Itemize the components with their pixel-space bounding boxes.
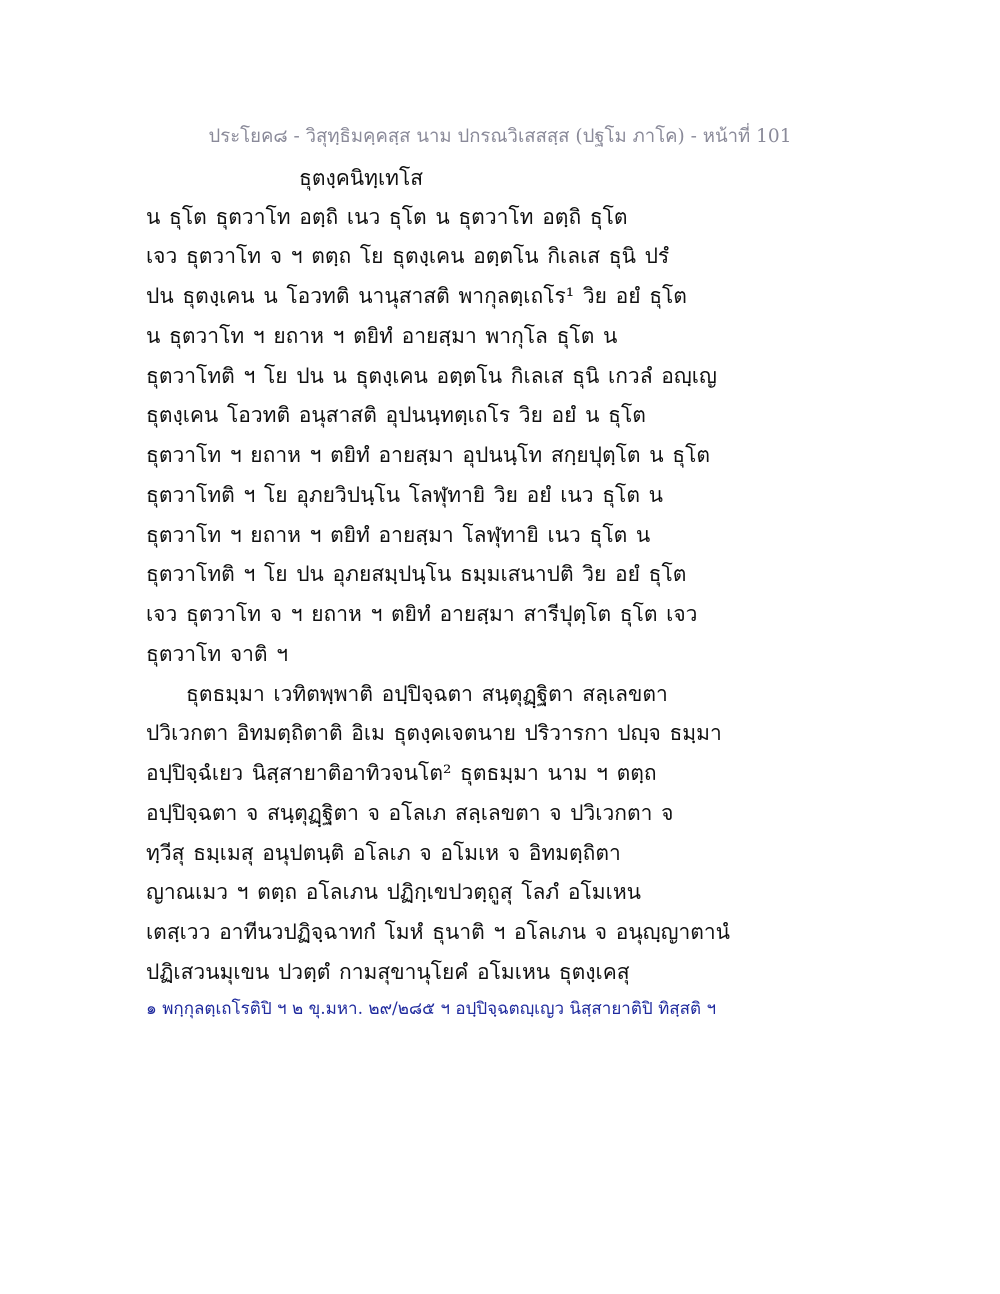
running-header: ประโยค๘ - วิสุทฺธิมคฺคสฺส นาม ปกรณวิเสสสฺส (ปฐโม ภาโค) - หน้าที่ 101 (208, 126, 792, 147)
body-line: ญาณเมว ฯ ตตฺถ อโลเภน ปฏิกฺเขปวตฺถูสุ โลภํ อโมเหน (146, 880, 642, 904)
paragraph-start-line: ธุตธมฺมา เวทิตพฺพาติ อปฺปิจฺฉตา สนฺตุฏฺฐิตา สลฺเลขตา (186, 682, 668, 706)
body-line: เจว ธุตวาโท จ ฯ ตตฺถ โย ธุตงฺเคน อตฺตโน กิเลเส ธุนิ ปรํ (146, 244, 670, 268)
body-line: ธุตวาโท ฯ ยถาห ฯ ตยิทํ อายสฺมา โลฬุทายิ เนว ธุโต น (146, 523, 651, 547)
footnote: ๑ พกฺกุลตฺเถโรติปิ ฯ ๒ ขุ.มหา. ๒๙/๒๘๕ ฯ อปฺปิจฺฉตญฺเญว นิสฺสายาติปิ ทิสฺสติ ฯ (146, 999, 717, 1019)
section-title: ธุตงฺคนิทฺเทโส (299, 166, 424, 190)
body-line: ธุตวาโท ฯ ยถาห ฯ ตยิทํ อายสฺมา อุปนนฺโท สกฺยปุตฺโต น ธุโต (146, 443, 711, 467)
body-line: น ธุตวาโท ฯ ยถาห ฯ ตยิทํ อายสฺมา พากุโล ธุโต น (146, 324, 618, 348)
body-line: ทฺวีสุ ธมฺเมสุ อนุปตนฺติ อโลเภ จ อโมเห จ อิทมตฺถิตา (146, 841, 621, 865)
body-line: ธุตงฺเคน โอวทติ อนุสาสติ อุปนนฺทตฺเถโร วิย อยํ น ธุโต (146, 403, 646, 427)
body-line: ปฏิเสวนมุเขน ปวตฺตํ กามสุขานุโยคํ อโมเหน ธุตงฺเคสุ (146, 960, 630, 984)
body-line: อปฺปิจฺฉํเยว นิสฺสายาติอาทิวจนโต² ธุตธมฺมา นาม ฯ ตตฺถ (146, 761, 657, 785)
body-line: น ธุโต ธุตวาโท อตฺถิ เนว ธุโต น ธุตวาโท อตฺถิ ธุโต (146, 205, 628, 229)
body-line: เตสฺเวว อาทีนวปฏิจฺฉาทกํ โมหํ ธุนาติ ฯ อโลเภน จ อนุญฺญาตานํ (146, 920, 731, 944)
body-line: ปน ธุตงฺเคน น โอวทติ นานุสาสติ พากุลตฺเถโร¹ วิย อยํ ธุโต (146, 284, 687, 308)
body-line: ธุตวาโทติ ฯ โย อุภยวิปนฺโน โลฬุทายิ วิย อยํ เนว ธุโต น (146, 483, 663, 507)
body-line: อปฺปิจฺฉตา จ สนฺตุฏฺฐิตา จ อโลเภ สลฺเลขตา จ ปวิเวกตา จ (146, 801, 674, 825)
body-line: ธุตวาโทติ ฯ โย ปน น ธุตงฺเคน อตฺตโน กิเลเส ธุนิ เกวลํ อญฺเญ (146, 364, 717, 388)
body-line: ธุตวาโทติ ฯ โย ปน อุภยสมฺปนฺโน ธมฺมเสนาปติ วิย อยํ ธุโต (146, 562, 687, 586)
body-line: ธุตวาโท จาติ ฯ (146, 642, 289, 666)
body-line: เจว ธุตวาโท จ ฯ ยถาห ฯ ตยิทํ อายสฺมา สารีปุตฺโต ธุโต เจว (146, 602, 698, 626)
body-line: ปวิเวกตา อิทมตฺถิตาติ อิเม ธุตงฺคเจตนาย ปริวารกา ปญฺจ ธมฺมา (146, 721, 722, 745)
